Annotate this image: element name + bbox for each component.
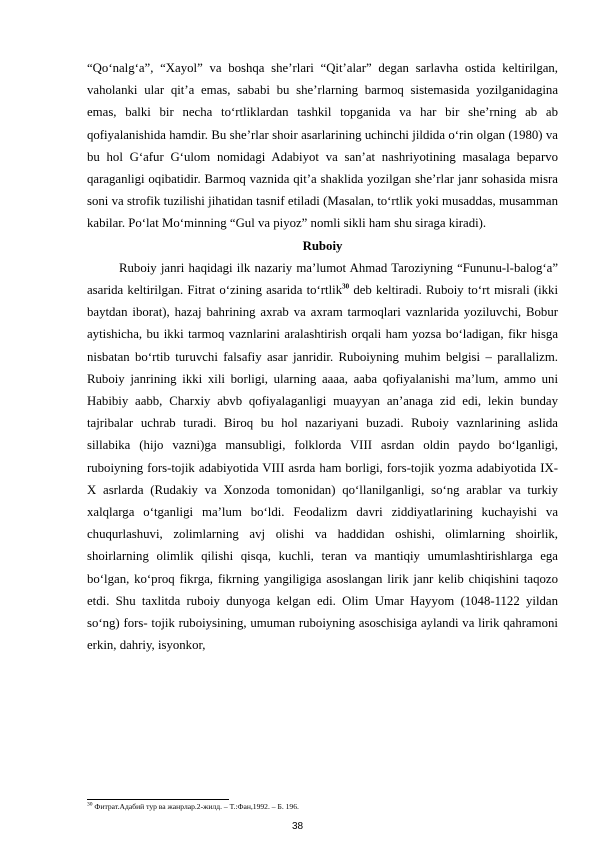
- paragraph-qitalar: “Qo‘nalg‘a”, “Xayol” va boshqa she’rlari “Qit’alar” degan sarlavha ostida keltirilgan, vaholanki ular qit’a emas, sababi bu she’rlarning barmoq sistemasida yozilganidagina emas, balki bir necha to‘rtliklardan tashkil topganida va har bir she’rning ab ab qofiyalanishida hamdir. Bu she’rlar shoir asarlarining uchinchi jildida o‘rin olgan (1980) va bu hol G‘afur G‘ulom nomidagi Adabiyot va san’at nashriyotining masalaga beparvo qaraganligi oqibatidir. Barmoq vaznida qit’a shaklida yozilgan she’rlar janr sohasida misra soni va strofik tuzilishi jihatidan tasnif etiladi (Masalan, to‘rtlik yoki musaddas, musamman kabilar. Po‘lat Mo‘minning “Gul va piyoz” nomli sikli ham shu siraga kiradi).: [87, 61, 558, 231]
- paragraph-ruboiy-part-1: Ruboiy janri haqidagi ilk nazariy ma’lumot Ahmad Taroziyning “Fununu-l-balog‘a” asarida keltirilgan. Fitrat o‘zining asarida to‘rtlik: [87, 260, 558, 298]
- paragraph-ruboiy: [87, 257, 558, 657]
- page-number: 38: [291, 821, 304, 832]
- footnote-reference[interactable]: 30: [342, 282, 350, 291]
- footnote-text: Фитрат.Адабий тур ва жанрлар.2-жилд. – Т.:Фан,1992. – Б. 196.: [92, 802, 299, 811]
- page-body: [87, 57, 558, 656]
- footnote-divider: [87, 799, 229, 800]
- footnote-marker: 30: [87, 801, 93, 808]
- footnote: [87, 802, 558, 812]
- paragraph-ruboiy-part-2: deb keltiradi. Ruboiy to‘rt misrali (ikki baytdan iborat), hazaj bahrining axrab va axram tarmoqlari vaznlarida yoziluvchi, Bobur aytishicha, bu ikki tarmoq vaznlarini aralashtirish orqali ham yozsa bo‘ladigan, fikr hisga nisbatan bo‘rtib turuvchi falsafiy asar janridir. Ruboiyning muhim belgisi – parallalizm. Ruboiy janrining ikki xili borligi, ularning aaaa, aaba qofiyalanishi ma’lum, ammo uni Habibiy aabb, Charxiy abvb qofiyalaganligi muayyan an’anaga zid edi, lekin bunday tajribalar uchrab turadi. Biroq bu hol nazariyani buzadi. Ruboiy vaznlarining aslida sillabika (hijo vazni)ga mansubligi, folklorda VIII asrdan oldin paydo bo‘lganligi, ruboiyning fors-tojik adabiyotida VIII asrda ham borligi, fors-tojik yozma adabiyotida IX-X asrlarda (Rudakiy va Xonzoda tomonidan) qo‘llanilganligi, so‘ng arablar va turkiy xalqlarga o‘tganligi ma’lum bo‘ldi. Feodalizm davri ziddiyatlarining kuchayishi va chuqurlashuvi, zolimlarning avj olishi va haddidan oshishi, olimlarning shoirlik, shoirlarning olimlik qilishi qisqa, kuchli, teran va mantiqiy umumlashtirishlarga ega bo‘lgan, ko‘proq fikrga, fikrning yangiligiga asoslangan lirik janr kelib chiqishini taqozo etdi. Shu taxlitda ruboiy dunyoga kelgan edi. Olim Umar Hayyom (1048-1122 yildan so‘ng) fors- tojik ruboiysining, umuman ruboiyning asoschisiga aylandi va lirik qahramoni erkin, dahriy, isyonkor,: [87, 283, 558, 653]
- section-heading-ruboiy: Ruboiy: [302, 238, 343, 253]
